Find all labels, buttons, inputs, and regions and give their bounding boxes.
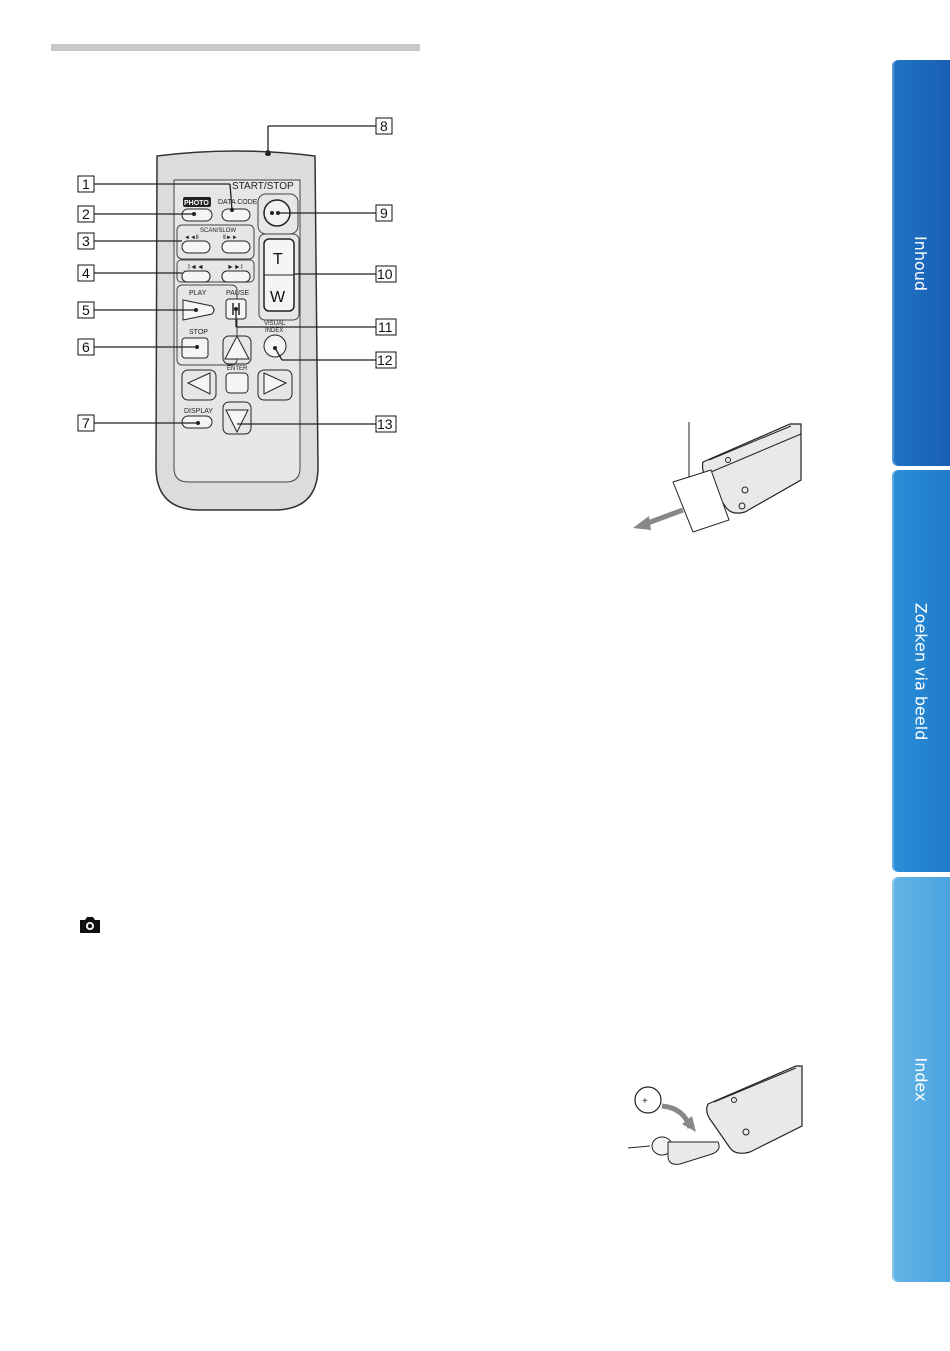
callout-1: 1 <box>82 176 90 192</box>
battery-icon <box>635 1087 661 1113</box>
svg-text:Ⅱ►►: Ⅱ►► <box>223 235 238 241</box>
callout-6: 6 <box>82 339 90 355</box>
zoom-w-label: W <box>270 289 286 306</box>
next-button <box>222 271 250 282</box>
scan-slow-label: SCAN/SLOW <box>200 228 237 234</box>
callout-11: 11 <box>378 319 393 335</box>
zoom-t-label: T <box>273 251 283 268</box>
camera-icon <box>78 915 102 935</box>
tab-zoeken-via-beeld[interactable] <box>892 470 950 872</box>
tab-label: Inhoud <box>911 235 931 291</box>
prev-button <box>182 271 210 282</box>
callout-5: 5 <box>82 302 90 318</box>
stop-label: STOP <box>189 329 208 336</box>
stop-button <box>182 338 208 358</box>
callout-13: 13 <box>377 416 393 432</box>
callout-3: 3 <box>82 233 90 249</box>
svg-text:◄◄Ⅱ: ◄◄Ⅱ <box>184 235 199 241</box>
scan-slow-back-button <box>182 241 210 253</box>
svg-text:+: + <box>642 1096 648 1107</box>
battery-replacement-figure <box>628 1062 804 1177</box>
callout-2: 2 <box>82 206 90 222</box>
tab-inhoud[interactable] <box>892 60 950 466</box>
index-label: INDEX <box>265 328 284 334</box>
data-code-label: DATA CODE <box>218 199 258 206</box>
photo-button <box>182 209 212 221</box>
tab-label: Zoeken via beeld <box>911 602 931 740</box>
callout-8: 8 <box>380 118 388 134</box>
start-stop-label: START/STOP <box>232 181 294 192</box>
enter-button <box>226 373 248 393</box>
callout-4: 4 <box>82 265 90 281</box>
pause-label: PAUSE <box>226 290 250 297</box>
tab-label: Index <box>911 1057 931 1102</box>
callout-10: 10 <box>377 266 393 282</box>
callout-7: 7 <box>82 415 90 431</box>
section-header-bar <box>51 44 420 51</box>
enter-label: ENTER <box>227 366 248 372</box>
insulation-sheet-figure <box>625 420 805 535</box>
pull-arrow <box>645 510 683 524</box>
visual-label: VISUAL <box>264 321 286 327</box>
data-code-button <box>222 209 250 221</box>
remote-control-diagram <box>60 112 410 522</box>
scan-slow-fwd-button <box>222 241 250 253</box>
callout-9: 9 <box>380 205 388 221</box>
svg-text:I◄◄: I◄◄ <box>188 264 204 271</box>
svg-text:►►I: ►►I <box>227 264 243 271</box>
display-label: DISPLAY <box>184 408 214 415</box>
photo-label: PHOTO <box>184 200 209 207</box>
play-label: PLAY <box>189 290 207 297</box>
callout-12: 12 <box>377 352 393 368</box>
tab-index[interactable] <box>892 877 950 1282</box>
